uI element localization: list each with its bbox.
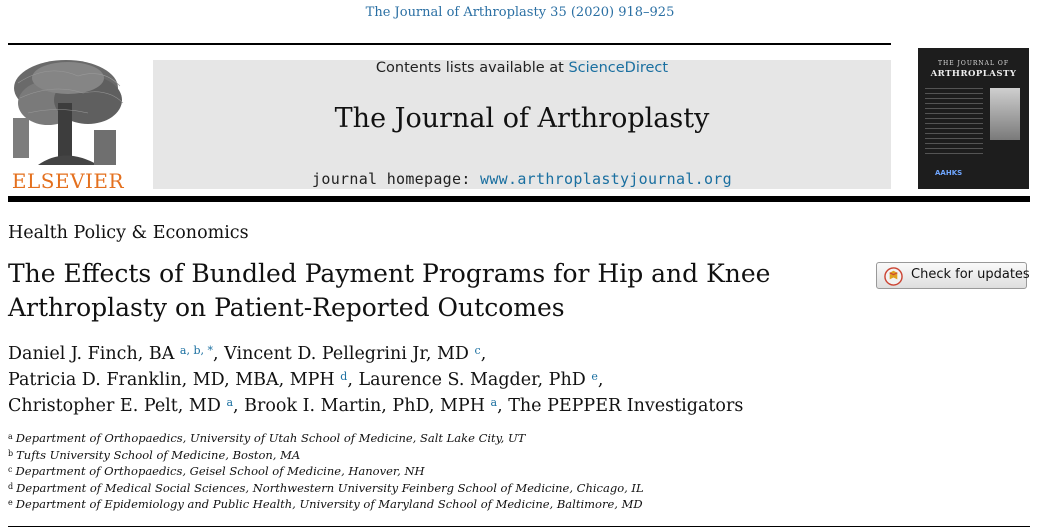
cover-text-lines xyxy=(925,88,983,158)
author-separator: , xyxy=(347,370,359,390)
top-divider xyxy=(8,43,891,45)
contents-prefix: Contents lists available at xyxy=(375,60,569,76)
author-separator: , xyxy=(213,344,225,364)
author-separator: , xyxy=(597,370,604,390)
author-name[interactable]: Patricia D. Franklin, MD, MBA, MPH xyxy=(8,370,335,390)
article-title-line1: The Effects of Bundled Payment Programs for Hip and Knee xyxy=(8,259,771,288)
article-title-line2: Arthroplasty on Patient-Reported Outcomes xyxy=(8,293,565,322)
author-separator: , xyxy=(497,396,509,416)
homepage-link[interactable]: www.arthroplastyjournal.org xyxy=(480,170,732,188)
author-name[interactable]: Vincent D. Pellegrini Jr, MD xyxy=(224,344,469,364)
journal-citation[interactable]: The Journal of Arthroplasty 35 (2020) 918–925 xyxy=(365,5,675,20)
affiliation-mark: d xyxy=(8,481,14,491)
affiliation-mark: e xyxy=(8,498,13,507)
author-name[interactable]: Brook I. Martin, PhD, MPH xyxy=(244,396,485,416)
author-name[interactable]: Christopher E. Pelt, MD xyxy=(8,396,221,416)
affiliation-item xyxy=(8,480,1028,497)
affiliation-item xyxy=(8,496,1028,513)
check-updates-icon xyxy=(884,267,903,286)
author-line-3 xyxy=(8,393,888,419)
cover-title-small: THE JOURNAL OF xyxy=(938,60,1009,67)
affiliation-mark: b xyxy=(8,448,14,458)
author-separator: , xyxy=(480,344,487,364)
author-name[interactable]: Laurence S. Magder, PhD xyxy=(358,370,586,390)
author-line-1 xyxy=(8,341,888,367)
masthead-divider xyxy=(8,196,1030,202)
author-affil-marks[interactable]: c xyxy=(474,344,481,357)
affiliation-item xyxy=(8,430,1028,447)
affiliation-item xyxy=(8,463,1028,480)
article-section-label: Health Policy & Economics xyxy=(8,223,249,243)
affiliation-text: Department of Orthopaedics, University of Utah School of Medicine, Salt Lake City, UT xyxy=(15,431,526,445)
affiliation-list xyxy=(8,430,1028,513)
affiliation-mark: a xyxy=(8,432,13,441)
affiliation-text: Tufts University School of Medicine, Boston, MA xyxy=(16,447,301,462)
sciencedirect-link[interactable]: ScienceDirect xyxy=(568,60,669,76)
author-name[interactable]: The PEPPER Investigators xyxy=(508,396,744,416)
journal-homepage-line xyxy=(153,170,891,188)
author-affil-marks[interactable]: e xyxy=(591,370,598,383)
journal-name: The Journal of Arthroplasty xyxy=(334,103,710,134)
author-separator: , xyxy=(233,396,245,416)
affiliation-text: Department of Epidemiology and Public Health, University of Maryland School of Medicine, Baltimore, MD xyxy=(15,497,643,511)
affiliation-item xyxy=(8,447,1028,464)
cover-title-large: ARTHROPLASTY xyxy=(930,69,1017,79)
affiliation-text: Department of Medical Social Sciences, Northwestern University Feinberg School of Medicine, Chicago, IL xyxy=(16,480,644,495)
author-name[interactable]: Daniel J. Finch, BA xyxy=(8,344,175,364)
cover-figure xyxy=(990,88,1020,140)
affiliation-text: Department of Orthopaedics, Geisel School of Medicine, Hanover, NH xyxy=(15,464,425,478)
bottom-divider xyxy=(8,526,1030,527)
author-affil-marks[interactable]: a xyxy=(226,396,234,409)
author-line-2 xyxy=(8,367,888,393)
article-title xyxy=(8,257,848,325)
author-list xyxy=(8,341,888,419)
cover-society-logo: AAHKS xyxy=(935,169,963,177)
check-updates-label: Check for updates xyxy=(911,267,1030,282)
affiliation-mark: c xyxy=(8,465,13,474)
author-affil-marks[interactable]: a xyxy=(490,396,498,409)
contents-available-line xyxy=(153,60,891,76)
author-affil-marks[interactable]: d xyxy=(340,370,348,383)
elsevier-wordmark: ELSEVIER xyxy=(11,169,125,193)
author-affil-marks[interactable]: a, b, * xyxy=(179,344,214,357)
homepage-prefix: journal homepage: xyxy=(312,170,481,188)
